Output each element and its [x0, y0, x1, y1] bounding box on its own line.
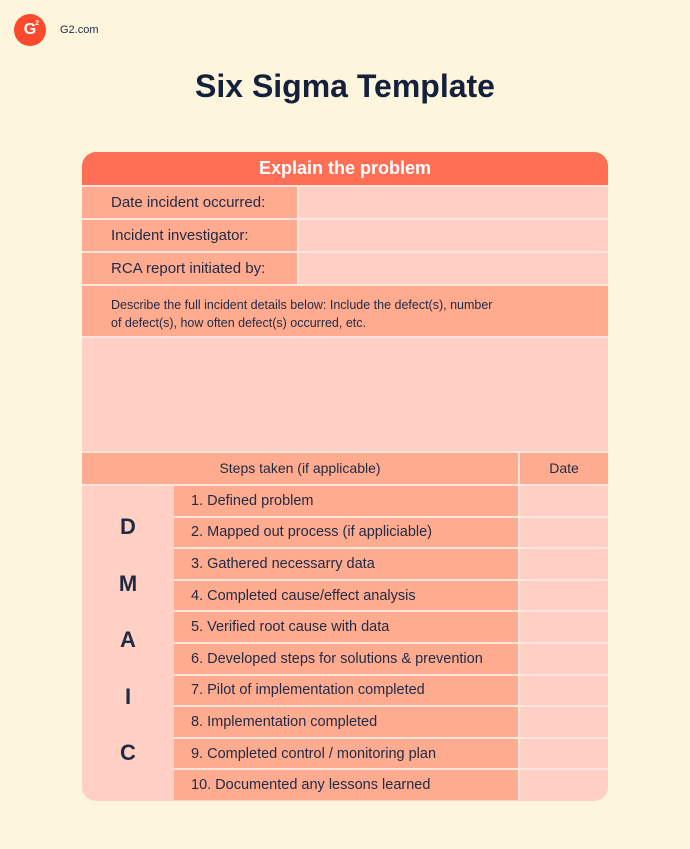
brand — [14, 14, 99, 46]
dmaic-letter-a: A — [120, 627, 136, 652]
step-item: 1. Defined problem — [174, 486, 518, 516]
dmaic-letter-i: I — [124, 683, 132, 709]
info-row-investigator — [82, 218, 608, 251]
step-item: 3. Gathered necessarry data — [174, 547, 518, 579]
step-item: 8. Implementation completed — [174, 705, 518, 737]
step-item: 2. Mapped out process (if appliciable) — [174, 516, 518, 548]
step-item: 4. Completed cause/effect analysis — [174, 579, 518, 611]
card-header: Explain the problem — [82, 152, 608, 185]
step-date-cell[interactable] — [520, 547, 608, 579]
dmaic-letter-d: D — [120, 514, 136, 539]
page-title: Six Sigma Template — [195, 68, 495, 104]
step-item: 9. Completed control / monitoring plan — [174, 737, 518, 769]
step-date-cell[interactable] — [520, 674, 608, 706]
logo-sup: 2 — [35, 20, 39, 27]
rca-initiator-field[interactable] — [297, 253, 608, 284]
date-incident-field[interactable] — [297, 187, 608, 218]
step-date-cell[interactable] — [520, 642, 608, 674]
info-label: RCA report initiated by: — [82, 253, 297, 284]
step-date-cell[interactable] — [520, 737, 608, 769]
brand-name: G2.com — [60, 24, 99, 36]
dmaic-letter-m: M — [118, 570, 138, 596]
describe-line-2: of defect(s), how often defect(s) occurred, etc. — [111, 316, 366, 330]
dates-column — [518, 486, 608, 800]
g2-logo-icon — [14, 14, 46, 46]
steps-body — [82, 484, 608, 800]
step-date-cell[interactable] — [520, 705, 608, 737]
step-date-cell[interactable] — [520, 486, 608, 516]
info-label: Incident investigator: — [82, 220, 297, 251]
investigator-field[interactable] — [297, 220, 608, 251]
incident-details-area[interactable] — [82, 336, 608, 451]
steps-list — [174, 486, 518, 800]
info-row-date — [82, 185, 608, 218]
info-row-rca — [82, 251, 608, 284]
template-card — [82, 152, 608, 801]
step-item: 7. Pilot of implementation completed — [174, 674, 518, 706]
steps-header: Steps taken (if applicable) — [219, 460, 381, 476]
describe-instructions — [82, 284, 608, 336]
dmaic-letter-c: C — [120, 740, 136, 765]
date-header: Date — [518, 453, 608, 484]
step-date-cell[interactable] — [520, 768, 608, 800]
step-item: 6. Developed steps for solutions & prevention — [174, 642, 518, 674]
describe-line-1: Describe the full incident details below: Include the defect(s), number — [111, 298, 493, 312]
step-date-cell[interactable] — [520, 516, 608, 548]
logo-letter: G — [23, 21, 37, 38]
steps-header-row — [82, 451, 608, 484]
step-item: 5. Verified root cause with data — [174, 610, 518, 642]
dmaic-column — [82, 486, 174, 800]
step-date-cell[interactable] — [520, 610, 608, 642]
step-item: 10. Documented any lessons learned — [174, 768, 518, 800]
info-label: Date incident occurred: — [82, 187, 297, 218]
step-date-cell[interactable] — [520, 579, 608, 611]
